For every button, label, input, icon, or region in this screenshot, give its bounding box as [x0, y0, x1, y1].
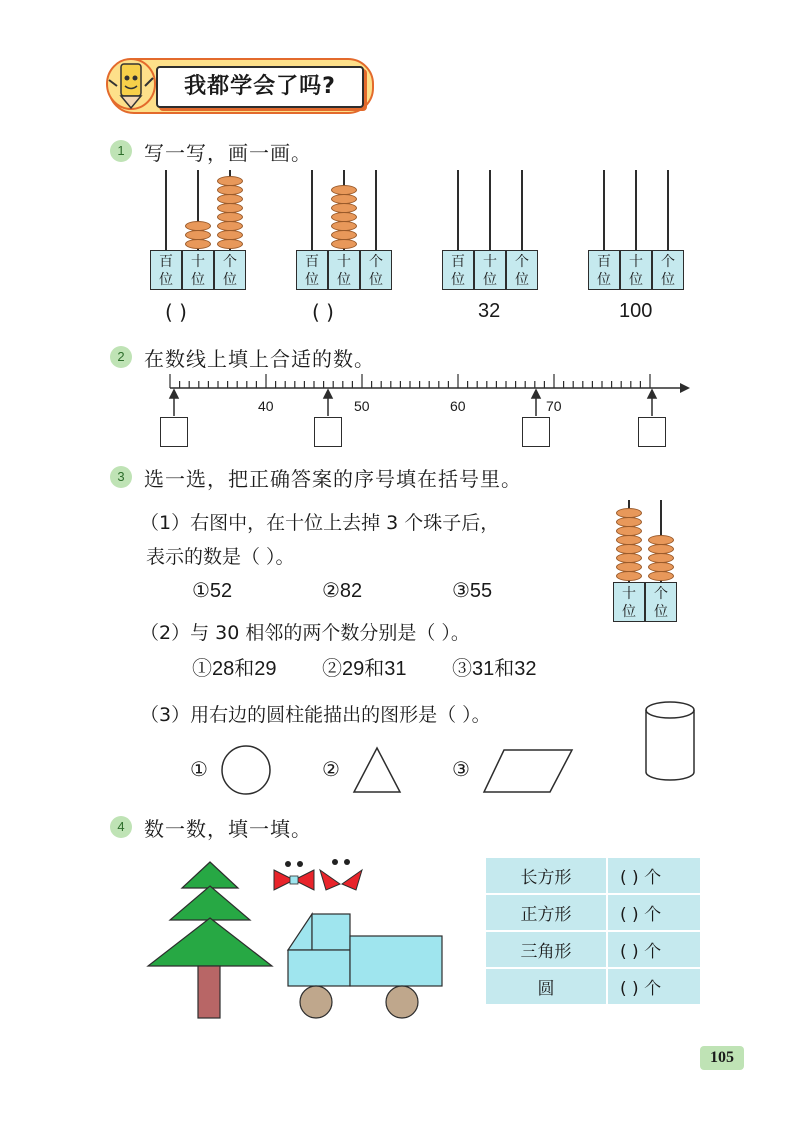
- abacus-bead: [331, 239, 357, 249]
- question-1-prompt: 写一写，画一画。: [144, 141, 312, 165]
- abacus-value-label: 100: [619, 300, 653, 322]
- truck-window-triangle: [288, 914, 312, 950]
- place-value-label-hundreds: 百 位: [442, 250, 474, 290]
- place-value-label-tens: 十 位: [328, 250, 360, 290]
- butterfly-icon: [274, 861, 314, 890]
- part-1-option[interactable]: ①52: [192, 580, 233, 602]
- shape-count-blank[interactable]: ( ) 个: [607, 894, 700, 931]
- abacus-bead: [648, 544, 674, 554]
- part-1-question-cont: 表示的数是（ ）。: [146, 546, 295, 568]
- question-number-badge: 4: [110, 816, 132, 838]
- shape-name: 圆: [486, 968, 607, 1005]
- abacus-bead: [648, 553, 674, 563]
- part-1-option[interactable]: ②82: [322, 580, 363, 602]
- tree-triangle: [182, 862, 238, 888]
- abacus-bead: [185, 239, 211, 249]
- cylinder-icon: [642, 698, 698, 784]
- tree-triangle: [148, 918, 272, 966]
- truck-wheel-circle: [386, 986, 418, 1018]
- abacus-bead: [616, 562, 642, 572]
- truck-wheel-circle: [300, 986, 332, 1018]
- table-row: [486, 858, 700, 894]
- abacus-rod: [311, 170, 313, 250]
- part-2-option[interactable]: ②29和31: [322, 658, 407, 680]
- part-2-option[interactable]: ①28和29: [192, 658, 277, 680]
- abacus-rod: [603, 170, 605, 250]
- question-number-badge: 3: [110, 466, 132, 488]
- page-title: 我都学会了吗?: [156, 66, 364, 108]
- shape-count-blank[interactable]: ( ) 个: [607, 968, 700, 1005]
- part-3-question: （3）用右边的圆柱能描出的图形是（ ）。: [140, 704, 491, 726]
- place-value-label-tens: 十 位: [620, 250, 652, 290]
- abacus-bead: [616, 535, 642, 545]
- abacus-bead: [616, 553, 642, 563]
- abacus-bead: [217, 212, 243, 222]
- place-value-label-ones: 个 位: [652, 250, 684, 290]
- number-line-label: 70: [546, 398, 562, 414]
- number-line-label: 60: [450, 398, 466, 414]
- shape-name: 长方形: [486, 858, 607, 894]
- butterfly-icon: [320, 859, 362, 890]
- place-value-label-tens: 十 位: [474, 250, 506, 290]
- pencil-mascot-icon: [103, 56, 163, 112]
- abacus-bead: [616, 544, 642, 554]
- table-row: [486, 968, 700, 1005]
- shape-name: 正方形: [486, 894, 607, 931]
- abacus-bead: [616, 517, 642, 527]
- abacus-answer-blank[interactable]: ( ): [312, 300, 334, 324]
- part-3-option[interactable]: ②: [322, 759, 340, 781]
- abacus-bead: [331, 194, 357, 204]
- place-value-label-hundreds: 百 位: [296, 250, 328, 290]
- abacus-bead: [217, 176, 243, 186]
- question-2-prompt: 在数线上填上合适的数。: [144, 347, 375, 371]
- abacus-bead: [217, 230, 243, 240]
- shape-name: 三角形: [486, 931, 607, 968]
- abacus-bead: [331, 212, 357, 222]
- shape-count-table: [486, 858, 700, 1006]
- number-line-answer-box[interactable]: [160, 417, 188, 447]
- abacus-bead: [616, 571, 642, 581]
- abacus-bead: [616, 508, 642, 518]
- part-1-option[interactable]: ③55: [452, 580, 493, 602]
- abacus-bead: [217, 194, 243, 204]
- number-line-label: 40: [258, 398, 274, 414]
- shape-count-blank[interactable]: ( ) 个: [607, 931, 700, 968]
- abacus-bead: [217, 203, 243, 213]
- place-value-label-ones: 个 位: [506, 250, 538, 290]
- place-value-label-ones: 个 位: [645, 582, 677, 622]
- abacus-bead: [185, 230, 211, 240]
- question-number-badge: 1: [110, 140, 132, 162]
- question-4-prompt: 数一数，填一填。: [144, 817, 312, 841]
- abacus-bead: [648, 535, 674, 545]
- abacus-answer-blank[interactable]: ( ): [165, 300, 187, 324]
- abacus-value-label: 32: [478, 300, 501, 322]
- truck-cab-lower: [288, 950, 350, 986]
- abacus-bead: [648, 571, 674, 581]
- number-line: [160, 372, 700, 452]
- abacus-rod: [521, 170, 523, 250]
- place-value-label-tens: 十 位: [182, 250, 214, 290]
- abacus-bead: [648, 562, 674, 572]
- part-2-option[interactable]: ③31和32: [452, 658, 537, 680]
- truck-cab-square: [312, 914, 350, 950]
- abacus-bead: [217, 221, 243, 231]
- abacus-bead: [217, 185, 243, 195]
- question-number-badge: 2: [110, 346, 132, 368]
- abacus-bead: [217, 239, 243, 249]
- abacus-rod: [489, 170, 491, 250]
- question-3-prompt: 选一选，把正确答案的序号填在括号里。: [144, 467, 522, 491]
- table-row: [486, 894, 700, 931]
- page-number: 105: [700, 1046, 744, 1070]
- number-line-answer-box[interactable]: [522, 417, 550, 447]
- number-line-answer-box[interactable]: [314, 417, 342, 447]
- place-value-label-hundreds: 百 位: [588, 250, 620, 290]
- part-3-option[interactable]: ③: [452, 759, 470, 781]
- part-3-option[interactable]: ①: [190, 759, 208, 781]
- place-value-label-tens: 十 位: [613, 582, 645, 622]
- truck-body-rectangle: [350, 936, 442, 986]
- tree-triangle: [170, 886, 250, 920]
- place-value-label-ones: 个 位: [360, 250, 392, 290]
- abacus-rod: [457, 170, 459, 250]
- place-value-label-hundreds: 百 位: [150, 250, 182, 290]
- abacus-bead: [331, 221, 357, 231]
- place-value-label-ones: 个 位: [214, 250, 246, 290]
- part-2-question: （2）与 30 相邻的两个数分别是（ ）。: [140, 622, 470, 644]
- triangle-shape-icon: [352, 746, 402, 794]
- abacus-bead: [331, 185, 357, 195]
- number-line-answer-box[interactable]: [638, 417, 666, 447]
- part-1-question: （1）右图中，在十位上去掉 3 个珠子后，: [140, 512, 500, 534]
- table-row: [486, 931, 700, 968]
- abacus-bead: [185, 221, 211, 231]
- shape-picture: [140, 850, 460, 1026]
- abacus-rod: [375, 170, 377, 250]
- circle-shape-icon: [220, 744, 272, 796]
- number-line-label: 50: [354, 398, 370, 414]
- abacus-rod: [165, 170, 167, 250]
- parallelogram-shape-icon: [482, 748, 574, 794]
- abacus-bead: [616, 526, 642, 536]
- tree-trunk: [198, 966, 220, 1018]
- shape-count-blank[interactable]: ( ) 个: [607, 858, 700, 894]
- abacus-rod: [635, 170, 637, 250]
- abacus-bead: [331, 230, 357, 240]
- abacus-rod: [667, 170, 669, 250]
- abacus-bead: [331, 203, 357, 213]
